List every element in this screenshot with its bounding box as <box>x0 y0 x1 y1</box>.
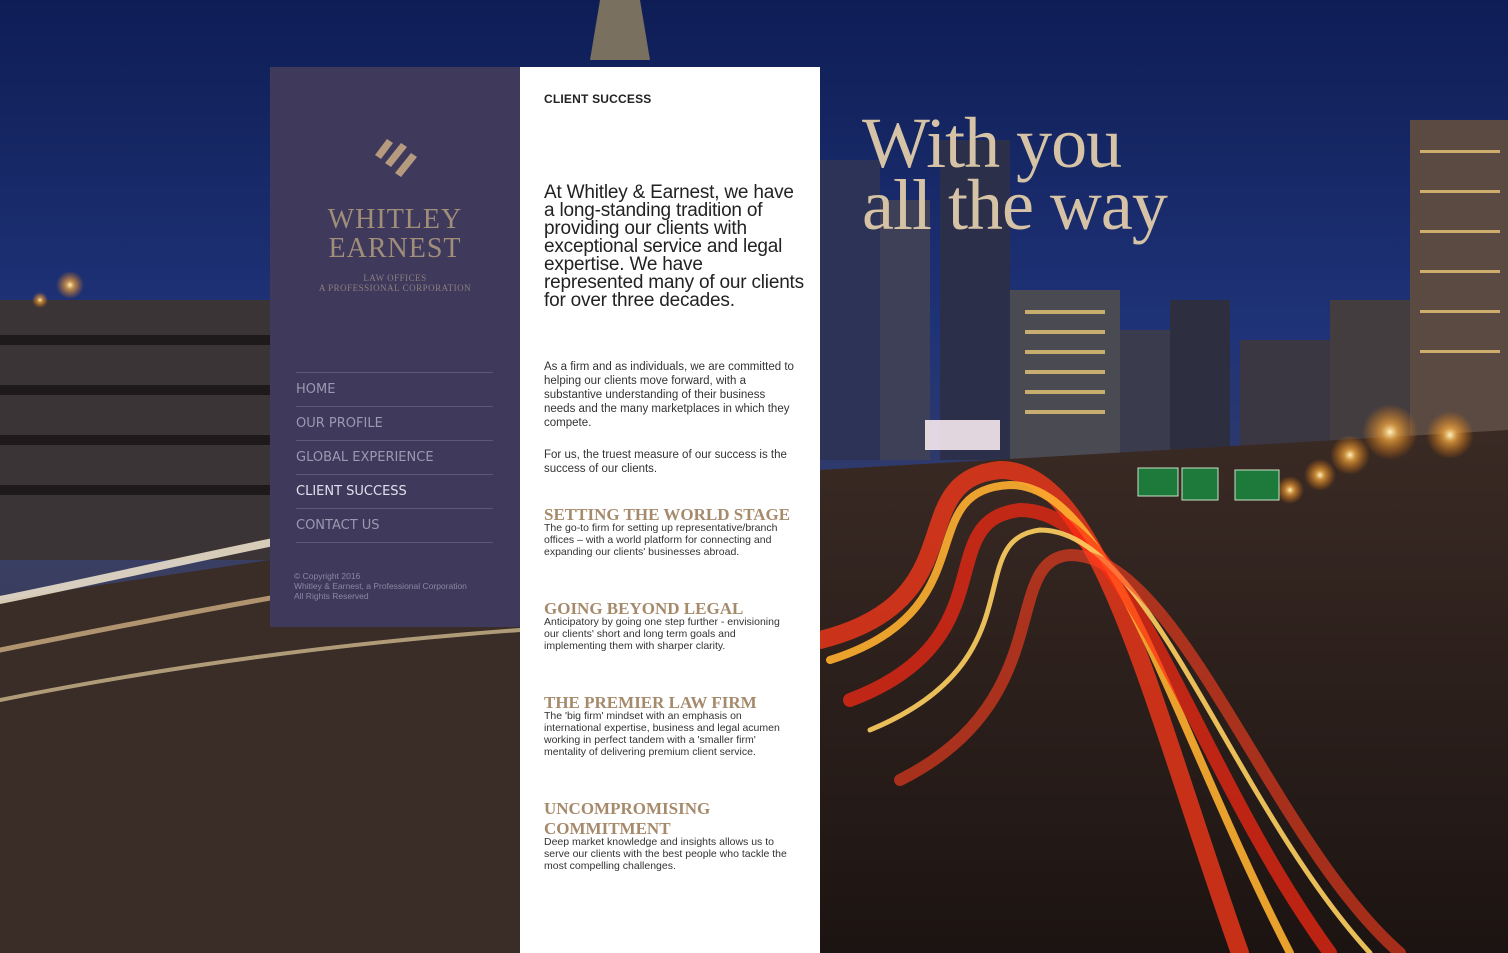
section-text: The go-to firm for setting up representative/branch offices – with a world platform for connecting and expanding our clients' businesses abroad. <box>544 522 778 558</box>
section-heading: GOING BEYOND LEGAL <box>544 599 744 619</box>
brand-subtitle-line1: LAW OFFICES <box>363 273 427 283</box>
section-text: The 'big firm' mindset with an emphasis on international expertise, business and legal acumen working in perfect tandem with a 'smaller firm' mentality of delivering premium client service. <box>544 710 780 758</box>
section-heading: SETTING THE WORLD STAGE <box>544 505 791 525</box>
tagline-line2: all the way <box>862 165 1167 245</box>
copyright-notice <box>294 571 504 601</box>
firm-logo-icon[interactable] <box>373 133 419 179</box>
section-text: Deep market knowledge and insights allows us to serve our clients with the best people who tackle the most compelling challenges. <box>544 836 787 872</box>
tagline-line1: With you <box>862 103 1122 183</box>
nav-item-client-success[interactable]: CLIENT SUCCESS <box>296 475 493 509</box>
copyright-line: All Rights Reserved <box>294 591 369 601</box>
brand-name-line1: WHITLEY <box>327 204 463 235</box>
lead-paragraph: At Whitley & Earnest, we have a long-standing tradition of providing our clients with exceptional service and legal expertise. We have represented many of our clients for over three decades. <box>544 182 804 311</box>
content-panel <box>520 67 820 953</box>
main-navigation <box>296 372 493 543</box>
brand-name-line2: EARNEST <box>328 233 462 264</box>
body-paragraph: As a firm and as individuals, we are committed to helping our clients move forward, with a substantive understanding of their business needs and the many marketplaces in which they compete. <box>544 360 794 429</box>
copyright-line: Whitley & Earnest, a Professional Corporation <box>294 581 467 591</box>
body-paragraph: For us, the truest measure of our success is the success of our clients. <box>544 448 787 475</box>
hero-tagline <box>862 103 1167 245</box>
page-title: CLIENT SUCCESS <box>544 92 652 106</box>
nav-item-our-profile[interactable]: OUR PROFILE <box>296 407 493 441</box>
section-heading: THE PREMIER LAW FIRM <box>544 693 757 713</box>
brand-subtitle-line2: A PROFESSIONAL CORPORATION <box>318 283 472 293</box>
copyright-line: © Copyright 2016 <box>294 571 361 581</box>
nav-item-home[interactable]: HOME <box>296 373 493 407</box>
nav-item-contact-us[interactable]: CONTACT US <box>296 509 493 543</box>
section-text: Anticipatory by going one step further - envisioning our clients' short and long term goals and implementing them with sharper clarity. <box>544 616 780 652</box>
nav-item-global-experience[interactable]: GLOBAL EXPERIENCE <box>296 441 493 475</box>
section-heading: UNCOMPROMISING COMMITMENT <box>544 799 711 839</box>
sidebar <box>270 67 520 627</box>
